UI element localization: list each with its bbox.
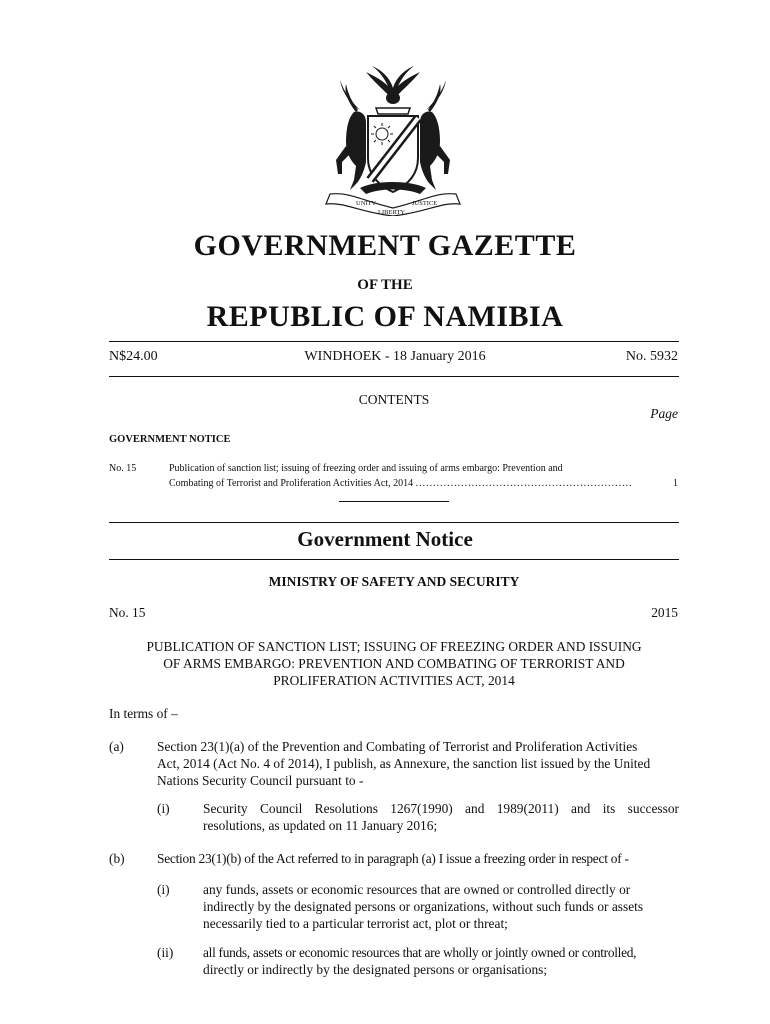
masthead-rule-top — [109, 341, 679, 342]
para-b-i-line1: any funds, assets or economic resources that are owned or controlled directly or — [203, 882, 631, 897]
issue-number: No. 5932 — [625, 349, 678, 364]
para-b-i-label: (i) — [157, 882, 170, 897]
motto-liberty: LIBERTY — [378, 209, 406, 216]
para-b-ii-line2: directly or indirectly by the designated persons or organisations; — [203, 962, 548, 977]
masthead-rule-bottom — [109, 376, 679, 377]
contents-section-heading: GOVERNMENT NOTICE — [109, 434, 231, 445]
para-a-line1: Section 23(1)(a) of the Prevention and Combating of Terrorist and Proliferation Activities — [157, 739, 638, 754]
para-a-i-line2: resolutions, as updated on 11 January 2016; — [203, 818, 438, 833]
republic-title: REPUBLIC OF NAMIBIA — [206, 300, 564, 333]
ministry-name: MINISTRY OF SAFETY AND SECURITY — [268, 574, 520, 589]
notice-year: 2015 — [651, 605, 678, 620]
contents-entry-number: No. 15 — [109, 463, 137, 474]
para-b-label: (b) — [109, 851, 125, 866]
notice-title-line1: PUBLICATION OF SANCTION LIST; ISSUING OF FREEZING ORDER AND ISSUING — [146, 639, 642, 654]
notice-number: No. 15 — [109, 605, 146, 620]
place-date: WINDHOEK - 18 January 2016 — [304, 349, 486, 364]
notice-title-line3: PROLIFERATION ACTIVITIES ACT, 2014 — [273, 673, 515, 688]
para-b-i-line3: necessarily tied to a particular terrorist act, plot or threat; — [203, 916, 508, 931]
price: N$24.00 — [109, 349, 158, 364]
para-a-i-label: (i) — [157, 801, 170, 816]
para-a-label: (a) — [109, 739, 124, 754]
contents-entry-leader: .............................................................. — [415, 478, 633, 489]
contents-entry-page: 1 — [673, 478, 678, 489]
namibia-coat-of-arms — [320, 62, 466, 216]
notice-heading: Government Notice — [297, 527, 473, 551]
notice-rule-top — [109, 522, 679, 523]
of-the-label: OF THE — [357, 277, 413, 293]
notice-rule-bottom — [109, 559, 679, 560]
motto-unity: UNITY — [356, 200, 377, 207]
page-column-label: Page — [650, 406, 678, 421]
gazette-title: GOVERNMENT GAZETTE — [193, 229, 577, 262]
para-b-ii-line1: all funds, assets or economic resources that are wholly or jointly owned or controlled, — [203, 945, 637, 960]
notice-title-line2: OF ARMS EMBARGO: PREVENTION AND COMBATING OF TERRORIST AND — [163, 656, 625, 671]
contents-entry-line1: Publication of sanction list; issuing of freezing order and issuing of arms embargo: Prevention and — [169, 463, 563, 474]
para-a-line3: Nations Security Council pursuant to - — [157, 773, 364, 788]
contents-entry-text: Combating of Terrorist and Proliferation Activities Act, 2014 — [169, 478, 414, 489]
motto-justice: JUSTICE — [412, 200, 438, 207]
para-b-i-line2: indirectly by the designated persons or organizations, without such funds or assets — [203, 899, 644, 914]
para-a-line2: Act, 2014 (Act No. 4 of 2014), I publish, as Annexure, the sanction list issued by the United — [157, 756, 651, 771]
para-b-line1: Section 23(1)(b) of the Act referred to in paragraph (a) I issue a freezing order in respect of - — [157, 851, 629, 866]
intro-text: In terms of – — [109, 706, 178, 721]
contents-entry-line2 — [169, 476, 639, 491]
contents-end-divider — [339, 501, 449, 502]
contents-heading: CONTENTS — [358, 392, 430, 407]
para-a-i-line1: Security Council Resolutions 1267(1990) and 1989(2011) and its successor — [203, 801, 679, 816]
para-b-ii-label: (ii) — [157, 945, 174, 960]
